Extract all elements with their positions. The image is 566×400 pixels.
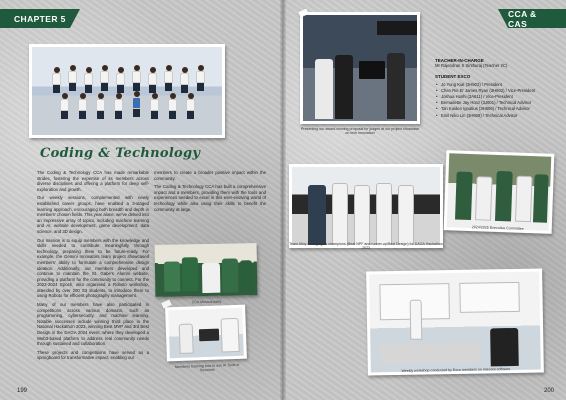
exco-photo	[444, 150, 555, 234]
cca-party-caption: CCA Musical party	[191, 299, 222, 305]
showcase-caption: Presenting our award-winning proposal for judges at our project showcase on tech innovation	[300, 127, 420, 136]
ai-tools-session-photo	[165, 305, 247, 373]
workshop-caption: Weekly workshop conducted by Exco members on relevant software	[401, 367, 511, 373]
paragraph: Many of our members have also participated in competitions across various domains, such as programming, cybersecurity, and machine learning. Notable successes include winning third place in the National Hackathon 2023, winning Best MVP and 3rd Best Design in the DAGA 2024 event, where they developed a Web3-based platform to address real community needs through sustained and collaboration.	[37, 302, 149, 347]
paragraph: The Coding & Technology CCA has made remarkable strides, fostering the expertise of its members across diverse disciplines and offering a platform for deep self-exploration and growth.	[37, 170, 149, 192]
exco-list	[435, 82, 555, 118]
exco-member: • Emil Niko Lin (3H608) / Technical Advisor	[435, 113, 555, 118]
exco-member: • Joshua Hoshi (3A611) / Vice-President	[435, 94, 555, 99]
chapter-tab	[508, 9, 566, 28]
paragraph: These projects and competitions have served as a springboard for transformative impact, enabling our	[37, 349, 149, 361]
chapter-tab-label: CHAPTER 5	[14, 13, 66, 24]
page-number-left: 199	[17, 388, 28, 394]
exco-label: STUDENT EXCO	[435, 74, 471, 80]
team-champions-photo-image	[292, 167, 440, 245]
exco-caption: 2024/2025 Executive Committee	[471, 225, 524, 231]
page-title: Coding & Technology	[40, 146, 201, 161]
right-page	[283, 0, 566, 400]
team-champions-photo	[289, 164, 443, 251]
chapter-tab	[0, 9, 70, 28]
page-number-right: 200	[543, 388, 554, 394]
paragraph: members to create a broader positive impact within the community.	[154, 170, 266, 181]
team-champions-caption: Team Alloy emerging as champions (Beat NPF and runner-up/Best Design) for DAGA Hackathon 2023	[289, 242, 443, 251]
body-text-column-2	[154, 170, 266, 215]
ai-tools-session-caption: Members learning how to use AI Tools in Sessions	[174, 362, 240, 373]
cca-party-photo	[155, 243, 258, 305]
ai-tools-session-photo-image	[168, 308, 244, 359]
group-photo-image	[32, 47, 222, 135]
book-gutter	[280, 0, 286, 400]
group-photo	[29, 44, 225, 138]
paragraph: The Coding & Technology CCA has built a comprehensive impact and a members, providing them with the tools and experiences needed to excel in this ever-evolving world of technology while also using their skills to benefit the community at large.	[154, 184, 266, 212]
teacher-name: Mr Rajendran S Sinthuraj (Teacher I/C)	[435, 63, 508, 69]
body-text-column-1	[37, 170, 149, 364]
exco-member: • Chen Rei Er James Ryan (3H602) / Vice-President	[435, 88, 555, 93]
workshop-photo-image	[369, 272, 541, 373]
cca-info-block	[435, 58, 555, 119]
exco-member: • Jo Yung Kiat (3H503) / President	[435, 82, 555, 87]
workshop-photo	[366, 268, 544, 375]
paragraph: Our mission is to equip members with the knowledge and skills needed to contribute meaningfully through technology, preparing them to be future-ready. For example, the Gemini Innovators team project showcased members' ability to formulate a comprehensive design ideation. Additionally, our members developed and continue to maintain the St. Gabe's Alumni website, providing a platform for the community to connect. For the 2023-2024 Epoch, also organised a Roboto workshop, attended by over 200 S3 students, to introduce them to using Roboto for efficient photography management.	[37, 237, 149, 299]
exco-member: • Bernadette Jay Honz (3J601) / Technical Advisor	[435, 100, 555, 105]
showcase-photo-image	[303, 15, 417, 121]
exco-member: • Tan Kaiden Ignatius (3H606) / Technical Advisor	[435, 106, 555, 111]
paragraph: Our weekly sessions, complemented with newly established career groups, have enabled a 3-staged learning approach, encouraging both breadth and depth in members' chosen fields. This year alone, we've delved into an impressive array of topics, including machine learning and AI, website development, game development, data science, and 3D design.	[37, 195, 149, 234]
chapter-tab-label: CCA & CAS	[508, 8, 537, 29]
cca-party-photo-image	[158, 246, 255, 294]
exco-photo-image	[447, 153, 552, 231]
showcase-photo	[300, 12, 420, 136]
teacher-label: TEACHER-IN-CHARGE	[435, 58, 484, 63]
